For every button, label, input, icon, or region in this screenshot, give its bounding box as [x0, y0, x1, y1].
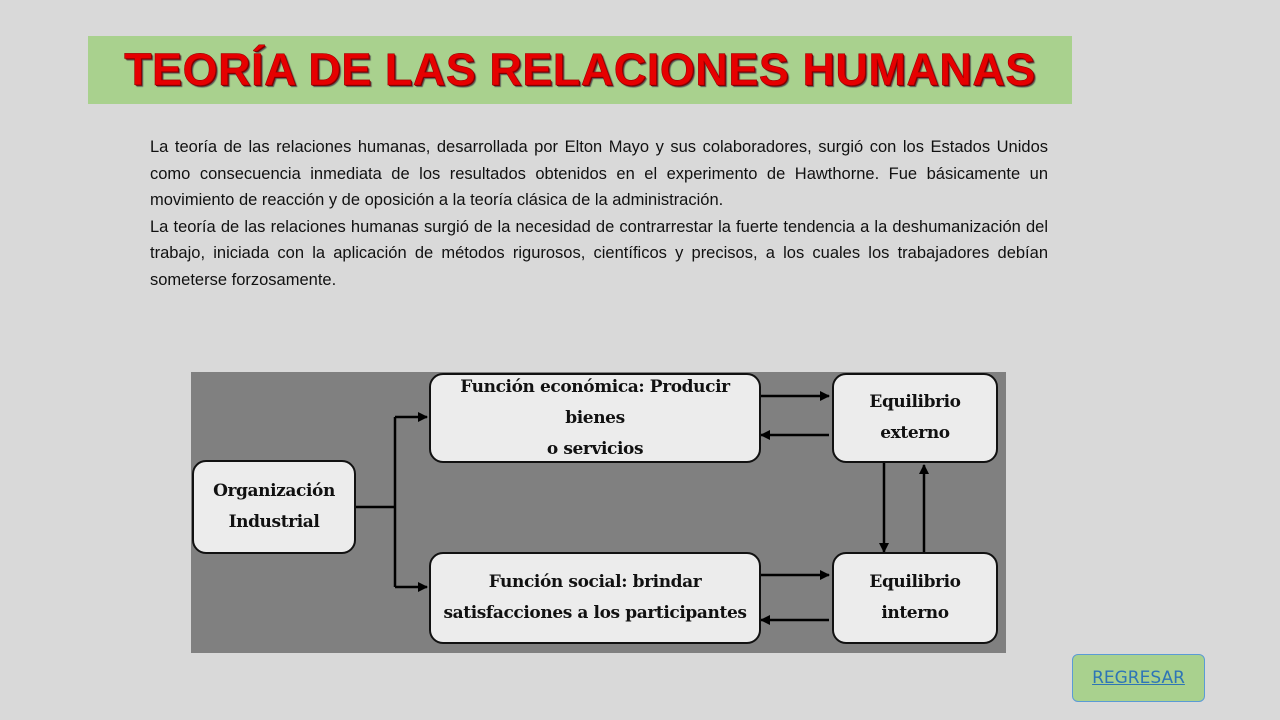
- title-banner: [88, 36, 1072, 104]
- funcion-economica-line-1: Función económica: Producir bienes: [460, 376, 730, 428]
- funcion-social-line-2: satisfacciones a los participantes: [443, 603, 747, 623]
- funcion-economica-line-2: o servicios: [546, 438, 644, 459]
- organizacion-industrial-box: [192, 460, 356, 554]
- regresar-button[interactable]: REGRESAR: [1072, 654, 1205, 702]
- equilibrio-interno-box: [832, 552, 998, 644]
- equilibrio-externo-line-2: externo: [880, 423, 950, 443]
- funcion-social-line-1: Función social: brindar: [488, 572, 702, 592]
- page-title: TEORÍA DE LAS RELACIONES HUMANAS: [124, 44, 1036, 95]
- equilibrio-interno-line-1: Equilibrio: [869, 572, 961, 592]
- equilibrio-externo-line-1: Equilibrio: [869, 392, 961, 412]
- paragraph-2: La teoría de las relaciones humanas surgió de la necesidad de contrarrestar la fuerte tendencia a la deshumanización del trabajo, iniciada con la aplicación de métodos rigurosos, científicos y precisos, a los cuales los trabajadores debían someterse forzosamente.: [150, 217, 1048, 289]
- equilibrio-interno-line-2: interno: [881, 603, 949, 623]
- funcion-economica-box: [429, 373, 761, 463]
- paragraph-1: La teoría de las relaciones humanas, desarrollada por Elton Mayo y sus colaboradores, surgió con los Estados Unidos como consecuencia inmediata de los resultados obtenidos en el experimento de Hawthorne. Fue básicamente un movimiento de reacción y de oposición a la teoría clásica de la administración.: [150, 138, 1048, 209]
- organizacion-line-1: Organización: [213, 481, 335, 501]
- description-text: [150, 134, 1048, 293]
- funcion-social-box: [429, 552, 761, 644]
- organizacion-line-2: Industrial: [228, 512, 320, 532]
- relations-diagram: [191, 372, 1006, 653]
- equilibrio-externo-box: [832, 373, 998, 463]
